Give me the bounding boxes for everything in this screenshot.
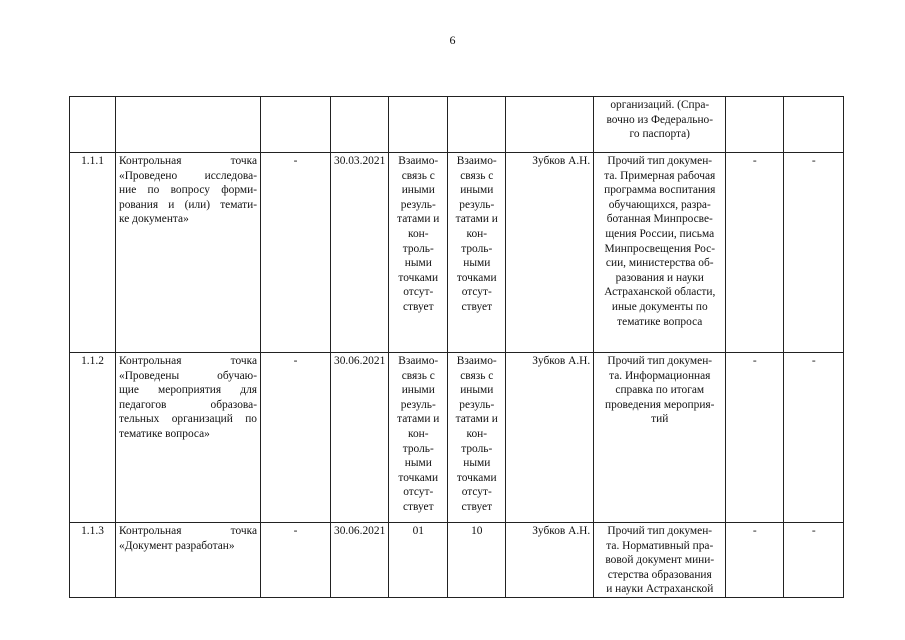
relation-line: татами и bbox=[455, 213, 498, 226]
base-value-cell bbox=[261, 153, 331, 353]
relation-line: Взаимо- bbox=[456, 155, 497, 167]
responsible-person: Зубков А.Н. bbox=[532, 525, 591, 537]
row-number: 1.1.3 bbox=[81, 525, 104, 537]
name-line: «Проведены обучаю- bbox=[119, 369, 257, 382]
responsible-person: Зубков А.Н. bbox=[532, 155, 591, 167]
control-point-name-cell bbox=[116, 523, 261, 598]
successor-relation-cell bbox=[448, 523, 506, 598]
document-line: проведения мероприя- bbox=[605, 398, 715, 411]
name-line: тельных организаций по bbox=[119, 413, 257, 426]
name-line: «Документ разработан» bbox=[119, 539, 235, 552]
level-control-cell bbox=[726, 523, 784, 598]
relation-line: ствует bbox=[402, 300, 434, 313]
document-type-cell bbox=[594, 153, 726, 353]
control-points-table bbox=[69, 96, 844, 598]
relation-line: точками bbox=[398, 271, 439, 284]
relation-line: связь с bbox=[460, 369, 494, 382]
document-line: и науки Астраханской bbox=[606, 583, 714, 596]
row-number-cell bbox=[70, 153, 116, 353]
relation-line: отсут- bbox=[403, 486, 434, 499]
name-line: Контрольная точка bbox=[119, 355, 257, 367]
predecessor-relation-cell bbox=[389, 523, 448, 598]
responsible-cell bbox=[506, 353, 594, 523]
row-number-cell bbox=[70, 523, 116, 598]
relation-line: резуль- bbox=[400, 198, 436, 211]
relation-line: резуль- bbox=[459, 398, 495, 411]
relation-line: иными bbox=[401, 384, 435, 397]
responsible-cell bbox=[506, 153, 594, 353]
document-line: Прочий тип докумен- bbox=[607, 525, 713, 537]
document-line: сии, министерства об- bbox=[605, 257, 714, 270]
document-line: Прочий тип докумен- bbox=[607, 355, 713, 367]
relation-line: Взаимо- bbox=[398, 155, 439, 167]
info-system: - bbox=[811, 155, 816, 167]
base-value: - bbox=[293, 355, 298, 367]
relation-line: иными bbox=[460, 384, 494, 397]
relation-line: ными bbox=[463, 457, 491, 470]
document-line: та. Примерная рабочая bbox=[604, 169, 716, 182]
relation-line: 01 bbox=[412, 525, 424, 537]
level-control: - bbox=[752, 155, 757, 167]
relation-line: татами и bbox=[397, 213, 440, 226]
page-number: 6 bbox=[449, 33, 456, 47]
relation-line: 10 bbox=[471, 525, 483, 537]
relation-line: ствует bbox=[461, 300, 493, 313]
deadline-date: 30.03.2021 bbox=[334, 155, 386, 167]
document-line: вовой документ мини- bbox=[605, 554, 715, 567]
info-system: - bbox=[811, 355, 816, 367]
control-point-name-cell bbox=[116, 153, 261, 353]
relation-line: отсут- bbox=[403, 286, 434, 299]
document-line: тий bbox=[651, 413, 669, 426]
relation-line: троль- bbox=[402, 242, 434, 255]
predecessor-relation-cell bbox=[389, 97, 448, 153]
relation-line: троль- bbox=[461, 442, 493, 455]
control-point-name-cell bbox=[116, 353, 261, 523]
name-line: рования и (или) темати- bbox=[119, 198, 257, 211]
deadline-cell bbox=[331, 353, 389, 523]
document-line: Астраханской области, bbox=[604, 286, 716, 299]
info-system-cell bbox=[784, 523, 844, 598]
document-line: разования и науки bbox=[615, 271, 704, 284]
deadline-date: 30.06.2021 bbox=[334, 525, 386, 537]
relation-line: татами и bbox=[397, 413, 440, 426]
document-line: щения России, письма bbox=[605, 227, 715, 240]
deadline-cell bbox=[331, 523, 389, 598]
row-number-cell bbox=[70, 353, 116, 523]
deadline-cell bbox=[331, 153, 389, 353]
relation-line: кон- bbox=[466, 427, 488, 440]
info-system-cell bbox=[784, 153, 844, 353]
name-line: щие мероприятия для bbox=[119, 384, 257, 397]
document-type-cell bbox=[594, 523, 726, 598]
document-line: обучающихся, разра- bbox=[608, 198, 711, 211]
name-line: «Проведено исследова- bbox=[119, 169, 257, 182]
info-system-cell bbox=[784, 353, 844, 523]
row-number-cell bbox=[70, 97, 116, 153]
relation-line: кон- bbox=[466, 227, 488, 240]
name-line: ние по вопросу форми- bbox=[119, 184, 257, 197]
document-line: справка по итогам bbox=[615, 384, 705, 397]
relation-line: ными bbox=[404, 257, 432, 270]
relation-line: точками bbox=[456, 471, 497, 484]
name-line: тематике вопроса» bbox=[119, 427, 210, 440]
relation-line: кон- bbox=[407, 427, 429, 440]
predecessor-relation-cell bbox=[389, 353, 448, 523]
relation-line: отсут- bbox=[461, 286, 492, 299]
relation-line: троль- bbox=[461, 242, 493, 255]
relation-line: отсут- bbox=[461, 486, 492, 499]
responsible-person: Зубков А.Н. bbox=[532, 355, 591, 367]
document-line: иные документы по bbox=[611, 300, 708, 313]
responsible-cell bbox=[506, 523, 594, 598]
document-line: организаций. (Спра- bbox=[610, 99, 710, 111]
responsible-cell bbox=[506, 97, 594, 153]
relation-line: точками bbox=[456, 271, 497, 284]
document-type-cell bbox=[594, 97, 726, 153]
document-line: ботанная Минпросве- bbox=[606, 213, 713, 226]
document-line: стерства образования bbox=[607, 568, 712, 581]
level-control-cell bbox=[726, 97, 784, 153]
base-value-cell bbox=[261, 97, 331, 153]
info-system-cell bbox=[784, 97, 844, 153]
successor-relation-cell bbox=[448, 97, 506, 153]
name-line: Контрольная точка bbox=[119, 155, 257, 167]
relation-line: резуль- bbox=[400, 398, 436, 411]
document-line: вочно из Федерально- bbox=[606, 113, 714, 126]
level-control: - bbox=[752, 355, 757, 367]
relation-line: Взаимо- bbox=[398, 355, 439, 367]
deadline-date: 30.06.2021 bbox=[334, 355, 386, 367]
base-value-cell bbox=[261, 353, 331, 523]
document-line: программа воспитания bbox=[604, 184, 716, 197]
table-row bbox=[70, 353, 844, 523]
relation-line: связь с bbox=[401, 169, 435, 182]
base-value: - bbox=[293, 155, 298, 167]
name-line: Контрольная точка bbox=[119, 525, 257, 537]
document-line: та. Нормативный пра- bbox=[606, 539, 714, 552]
document-line: тематике вопроса bbox=[617, 315, 703, 328]
relation-line: татами и bbox=[455, 413, 498, 426]
row-number: 1.1.2 bbox=[81, 355, 104, 367]
relation-line: точками bbox=[398, 471, 439, 484]
name-line: педагогов образова- bbox=[119, 398, 257, 411]
control-point-name-cell bbox=[116, 97, 261, 153]
relation-line: ными bbox=[404, 457, 432, 470]
document-type-cell bbox=[594, 353, 726, 523]
relation-line: связь с bbox=[401, 369, 435, 382]
table-row bbox=[70, 523, 844, 598]
document-line: Прочий тип докумен- bbox=[607, 155, 713, 167]
info-system: - bbox=[811, 525, 816, 537]
relation-line: троль- bbox=[402, 442, 434, 455]
relation-line: связь с bbox=[460, 169, 494, 182]
document-line: го паспорта) bbox=[629, 128, 690, 141]
relation-line: резуль- bbox=[459, 198, 495, 211]
document-line: та. Информационная bbox=[609, 369, 711, 382]
level-control-cell bbox=[726, 153, 784, 353]
relation-line: Взаимо- bbox=[456, 355, 497, 367]
deadline-cell bbox=[331, 97, 389, 153]
successor-relation-cell bbox=[448, 353, 506, 523]
relation-line: кон- bbox=[407, 227, 429, 240]
table-row bbox=[70, 97, 844, 153]
successor-relation-cell bbox=[448, 153, 506, 353]
row-number: 1.1.1 bbox=[81, 155, 104, 167]
relation-line: ными bbox=[463, 257, 491, 270]
relation-line: ствует bbox=[461, 500, 493, 513]
level-control-cell bbox=[726, 353, 784, 523]
level-control: - bbox=[752, 525, 757, 537]
name-line: ке документа» bbox=[119, 213, 189, 226]
relation-line: иными bbox=[401, 184, 435, 197]
relation-line: ствует bbox=[402, 500, 434, 513]
document-line: Минпросвещения Рос- bbox=[604, 242, 716, 255]
base-value-cell bbox=[261, 523, 331, 598]
predecessor-relation-cell bbox=[389, 153, 448, 353]
base-value: - bbox=[293, 525, 298, 537]
relation-line: иными bbox=[460, 184, 494, 197]
table-row bbox=[70, 153, 844, 353]
